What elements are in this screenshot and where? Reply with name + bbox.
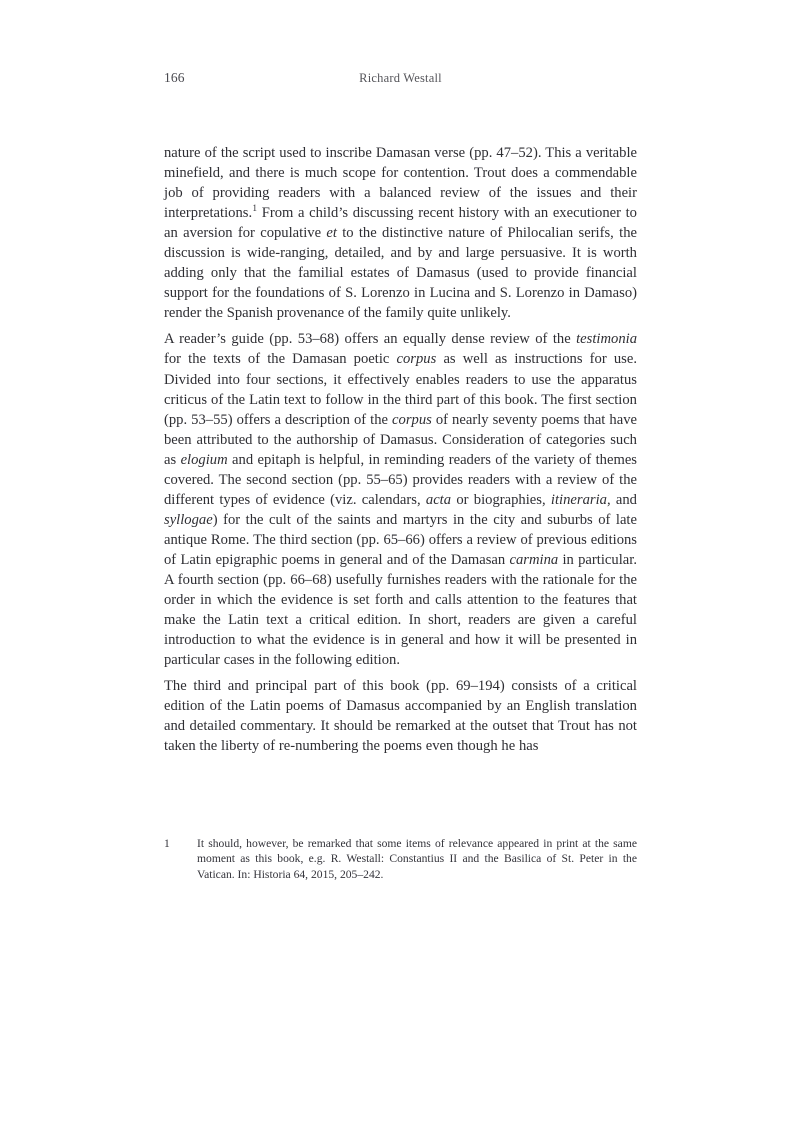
text-run: ) for the cult of the saints and martyrs in the city and suburbs of late antique Rome. The third section (pp. 65–66) offers a review of previous editions of Latin epigraphic poems in general and of the Damasan	[164, 511, 637, 568]
running-head	[164, 70, 637, 88]
latin-term: itineraria	[550, 491, 607, 508]
latin-term: carmina	[509, 551, 559, 568]
latin-term: et	[326, 225, 337, 242]
text-run: or biographies,	[451, 491, 551, 508]
text-run: The third and principal part of this book (pp. 69–194) consists of a critical edition of the Latin poems of Damasus accompanied by an English translation and detailed commentary. It should be remarked at the outset that Trout has not taken the liberty of re-numbering the poems even though he has	[164, 678, 637, 755]
running-head-title: Richard Westall	[359, 71, 442, 85]
paragraph-1	[164, 143, 637, 323]
latin-term: acta	[425, 491, 452, 508]
text-run: A reader’s guide (pp. 53–68) offers an equally dense review of the	[164, 331, 577, 348]
text-run: as well as instructions for use. Divided into four sections, it effectively enables readers to use the apparatus criticus of the Latin text to follow in the third part of this book. The first section (pp. 53–55) offers a description of the	[164, 351, 637, 428]
latin-term: elogium	[180, 451, 228, 468]
latin-term: corpus	[392, 411, 432, 428]
text-run: for the texts of the Damasan poetic	[164, 351, 397, 368]
text-run: to the distinctive nature of Philocalian serifs, the discussion is wide-ranging, detailed, and by and large persuasive. It is worth adding only that the familial estates of Damasus (used to provide financial support for the foundations of S. Lorenzo in Lucina and S. Lorenzo in Damaso) render the Spanish provenance of the family quite unlikely.	[164, 225, 637, 322]
footnote-reference[interactable]: 1	[252, 204, 258, 215]
footnote	[164, 836, 637, 882]
body-text-block	[164, 143, 637, 756]
page-number: 166	[164, 70, 185, 85]
footnote-number: 1	[164, 837, 170, 850]
text-run: nature of the script used to inscribe Damasan verse (pp. 47–52). This a veritable minefield, and there is much scope for contention. Trout does a commendable job of providing readers with a balanced review of the issues and their interpretations.	[164, 145, 637, 222]
text-run: and epitaph is helpful, in reminding readers of the variety of themes covered. The second section (pp. 55–65) provides readers with a review of the different types of evidence (viz. calendars,	[164, 451, 638, 508]
latin-term: syllogae	[164, 511, 213, 528]
text-run: of nearly seventy poems that have been attributed to the authorship of Damasus. Consideration of categories such as	[164, 411, 637, 468]
footnote-text: It should, however, be remarked that some items of relevance appeared in print at the same moment as this book, e.g. R. Westall: Constantius II and the Basilica of St. Peter in the Vatican. In: Historia 64, 2015, 205–242.	[197, 837, 637, 881]
latin-term: testimonia	[576, 331, 637, 348]
text-run: From a child’s discussing recent history with an executioner to an aversion for copulative	[164, 205, 637, 242]
text-run: in particular. A fourth section (pp. 66–68) usefully furnishes readers with the rationale for the order in which the evidence is set forth and calls attention to the features that make the Latin text a critical edition. In short, readers are given a careful introduction to what the evidence is in general and how it will be presented in particular cases in the following edition.	[164, 551, 637, 669]
paragraph-2	[164, 329, 637, 670]
latin-term: corpus	[396, 351, 437, 368]
paragraph-3	[164, 676, 637, 756]
text-run: , and	[606, 491, 637, 508]
footnote-area	[164, 836, 637, 882]
